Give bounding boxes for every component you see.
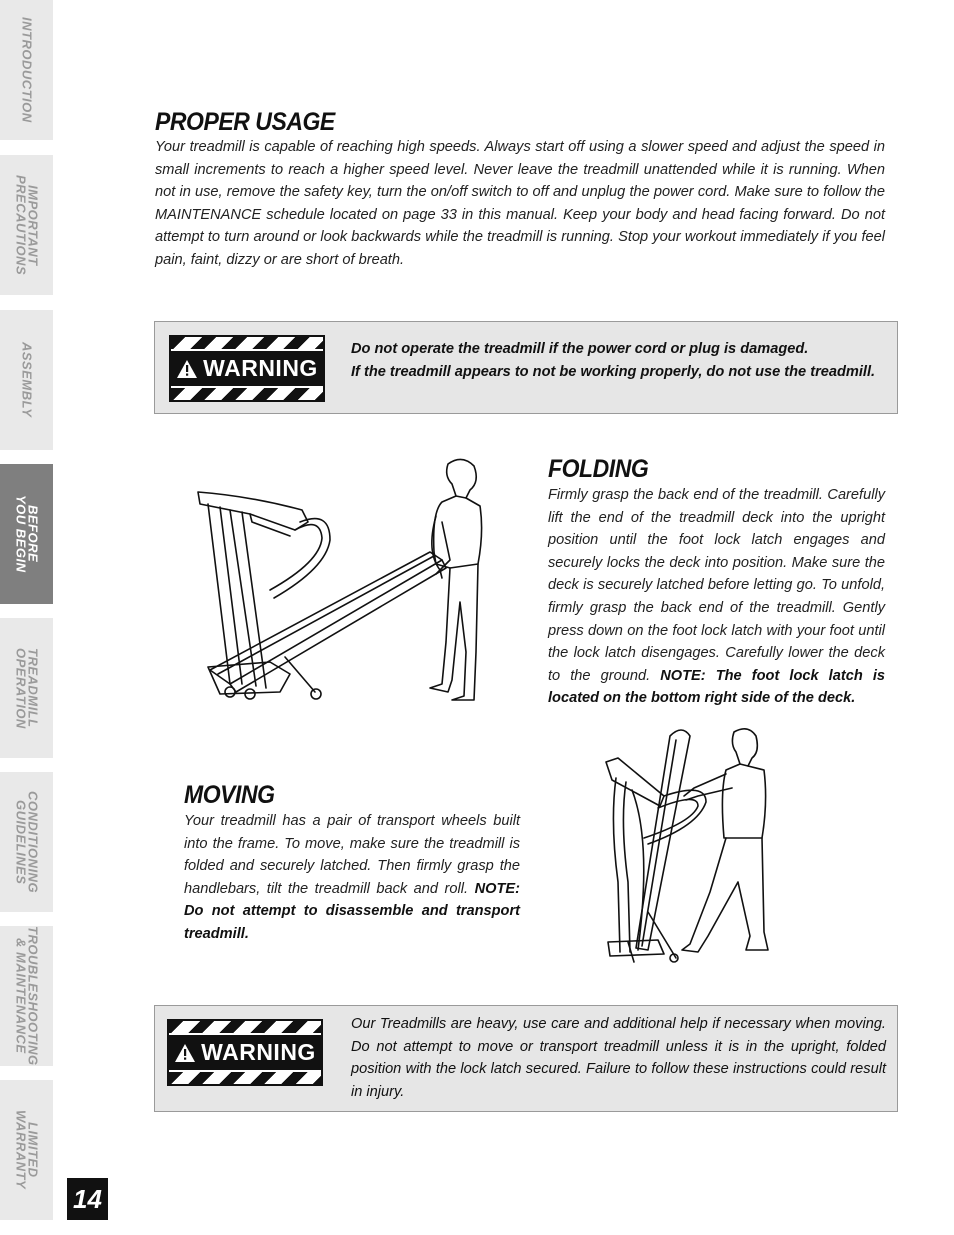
moving-body: Your treadmill has a pair of transport wheels built into the frame. To move, make sure the treadmill is folded and securely latched. Then firmly grasp the handlebars, tilt the treadmill back and roll. <box>184 813 520 897</box>
warning-box-moving <box>154 1005 898 1112</box>
sidebar-tab-introduction[interactable] <box>0 0 53 140</box>
sidebar-tab-label: CONDITIONING GUIDELINES <box>13 790 41 894</box>
sidebar-tab-troubleshooting-maintenance[interactable] <box>0 926 53 1066</box>
warning-moving-text: Our Treadmills are heavy, use care and additional help if necessary when moving. Do not attempt to move or transport treadmill unless it is in the upright, folded position with the lock latch secured. Failure to follow these instructions could result in injury. <box>351 1016 886 1100</box>
sidebar-tab-assembly[interactable] <box>0 310 53 450</box>
sidebar-tab-treadmill-operation[interactable] <box>0 618 53 758</box>
sidebar-tab-limited-warranty[interactable] <box>0 1080 53 1220</box>
warning-label: WARNING <box>203 355 318 381</box>
sidebar-tab-label: TREADMILL OPERATION <box>13 647 41 729</box>
warning-line-2: If the treadmill appears to not be working properly, do not use the treadmill. <box>351 363 876 380</box>
proper-usage-text: Your treadmill is capable of reaching high speeds. Always start off using a slower speed and adjust the speed in small increments to reach a higher speed level. Never leave the treadmill unattended while it is running. When not in use, remove the safety key, turn the on/off switch to off and unplug the power cord. Make sure to follow the MAINTENANCE schedule located on page 33 in this manual. Keep your body and head facing forward. Do not attempt to turn around or look backwards while the treadmill is running. Stop your workout immediately if you feel pain, faint, dizzy or are short of breath. <box>155 139 885 268</box>
folding-title: FOLDING <box>548 455 649 483</box>
folding-body: Firmly grasp the back end of the treadmill. Carefully lift the end of the treadmill deck into the upright position until the foot lock latch engages and securely locks the deck into position. Make sure the deck is securely latched before letting go. To unfold, firmly grasp the back end of the treadmill. Gently press down on the foot lock latch with your foot until the lock latch disengages. Carefully lower the deck to the ground. <box>548 487 885 684</box>
sidebar-tab-conditioning-guidelines[interactable] <box>0 772 53 912</box>
warning-sign <box>167 1019 323 1086</box>
folding-text <box>548 484 885 710</box>
moving-treadmill-illustration <box>598 722 773 967</box>
moving-note: NOTE: Do not attempt to disassemble and transport treadmill. <box>184 880 520 942</box>
sidebar-tab-label: LIMITED WARRANTY <box>13 1110 41 1190</box>
warning-box-power-cord <box>154 321 898 414</box>
warning-sign <box>169 335 325 402</box>
sidebar-tab-label: IMPORTANT PRECAUTIONS <box>13 174 41 276</box>
warning-triangle-icon <box>176 359 198 379</box>
folding-note: NOTE: The foot lock latch is located on the bottom right side of the deck. <box>548 667 885 707</box>
warning-line-1: Do not operate the treadmill if the power cord or plug is damaged. <box>351 341 809 357</box>
sidebar-tab-label: ASSEMBLY <box>19 342 35 418</box>
proper-usage-title: PROPER USAGE <box>155 108 335 136</box>
moving-text <box>184 810 520 946</box>
sidebar-tab-label: TROUBLESHOOTING & MAINTENANCE <box>13 926 41 1066</box>
warning-triangle-icon <box>174 1043 196 1063</box>
sidebar-tab-label: INTRODUCTION <box>19 17 35 123</box>
sidebar-tab-before-you-begin[interactable] <box>0 464 53 604</box>
warning-label: WARNING <box>201 1039 316 1065</box>
sidebar-tab-important-precautions[interactable] <box>0 155 53 295</box>
page-number: 14 <box>67 1178 108 1220</box>
folding-treadmill-illustration <box>190 452 490 707</box>
sidebar-tab-label: BEFORE YOU BEGIN <box>13 495 41 573</box>
moving-title: MOVING <box>184 781 275 809</box>
